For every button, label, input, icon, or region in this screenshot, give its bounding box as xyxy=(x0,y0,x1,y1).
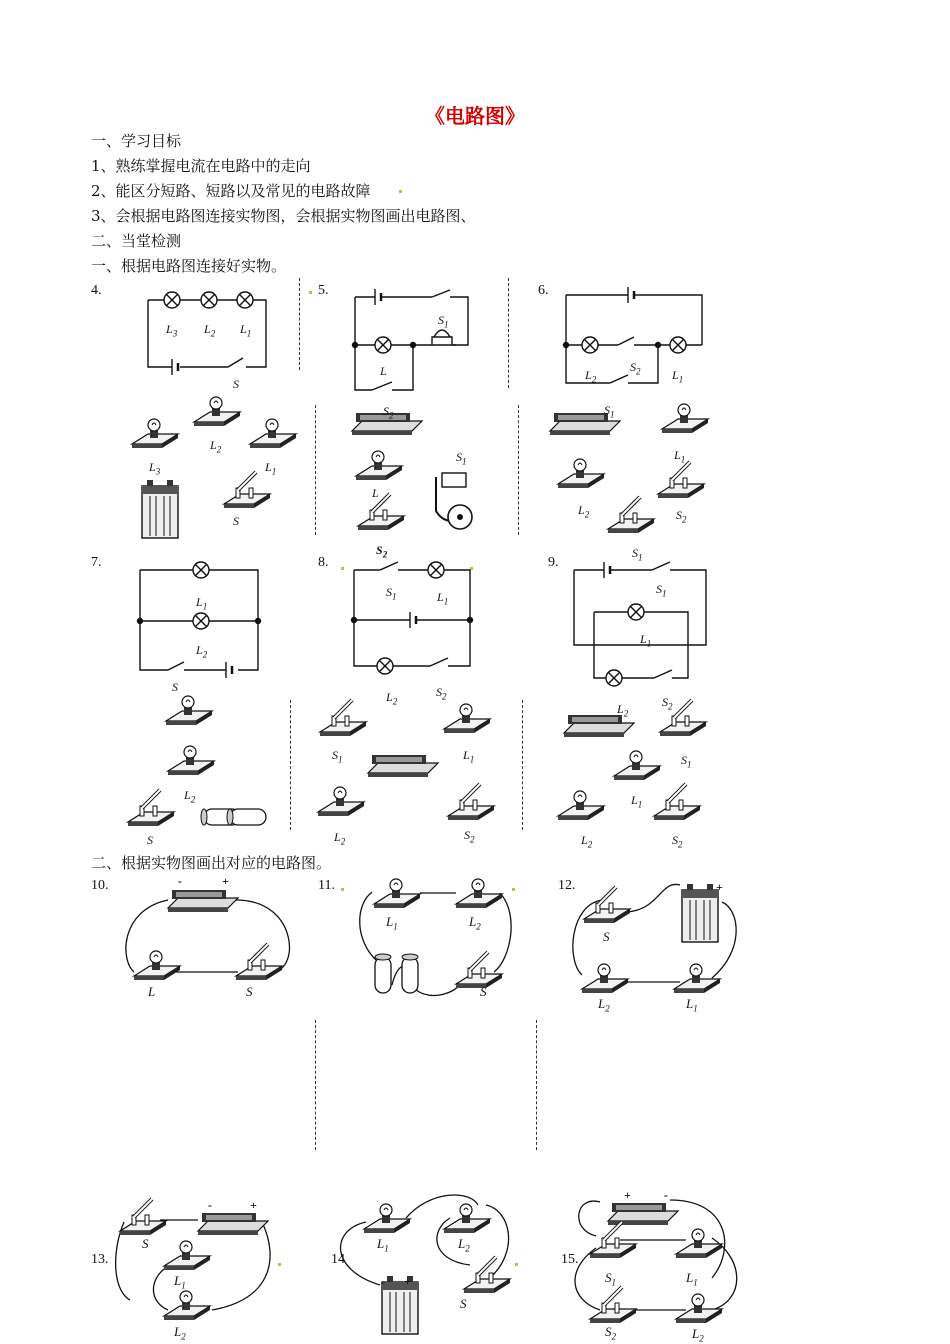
page-title: 《电路图》 xyxy=(425,104,525,128)
battery-plus: + xyxy=(250,1198,257,1212)
problem-10-number: 10. xyxy=(91,878,109,893)
label-L1: $L_1$ xyxy=(631,793,643,810)
label-S1: $S_1$ xyxy=(605,1270,616,1288)
problem-11-number: 11. xyxy=(318,878,335,893)
label-S1: $S_1$ xyxy=(332,748,343,765)
label-L: L xyxy=(148,984,156,999)
label-L1: $L_1$ xyxy=(437,590,449,607)
label-S2: $S_2$ xyxy=(676,508,687,525)
label-L2: $L_2$ xyxy=(469,914,481,932)
label-L2: $L_2$ xyxy=(585,368,597,385)
label-S: S xyxy=(142,1236,149,1251)
label-L1: $L_1$ xyxy=(377,1236,389,1254)
label-L2: $L_2$ xyxy=(196,643,208,660)
label-S1: $S_1$ xyxy=(438,313,449,330)
label-L2: $L_2$ xyxy=(174,1324,186,1342)
label-L2: $L_2$ xyxy=(204,322,216,339)
part-2-instruction: 二、根据实物图画出对应的电路图。 xyxy=(91,854,332,872)
label-L2: $L_2$ xyxy=(334,830,346,847)
label-L2: $L_2$ xyxy=(581,833,593,850)
problem-5-number: 5. xyxy=(318,283,329,298)
label-S: S xyxy=(480,984,487,999)
problem-9-number: 9. xyxy=(548,555,559,570)
problem-4-number: 4. xyxy=(91,283,102,298)
label-L1: $L_1$ xyxy=(640,632,652,649)
label-L1: $L_1$ xyxy=(674,448,686,465)
label-L1: $L_1$ xyxy=(686,996,698,1014)
label-S: S xyxy=(172,680,178,694)
battery-plus: + xyxy=(624,1188,631,1202)
label-S2: $S_2$ xyxy=(436,685,447,702)
label-L1: $L_1$ xyxy=(386,914,398,932)
label-S: S xyxy=(233,377,239,391)
label-S1: $S_1$ xyxy=(632,546,643,563)
label-S: S xyxy=(246,984,253,999)
label-S: S xyxy=(460,1296,467,1311)
battery-plus: + xyxy=(404,1274,411,1288)
goal-1: 1、熟练掌握电流在电路中的走向 xyxy=(91,157,311,175)
problem-6-number: 6. xyxy=(538,283,549,298)
label-L2: $L_2$ xyxy=(210,438,222,455)
problem-15-number: 15. xyxy=(561,1252,579,1267)
label-S1: $S_1$ xyxy=(656,582,667,599)
label-S1: $S_1$ xyxy=(681,753,692,770)
label-L2: $L_2$ xyxy=(386,690,398,707)
problem-12-number: 12. xyxy=(558,878,576,893)
label-L3: $L_3$ xyxy=(149,460,161,477)
label-S2: $S_2$ xyxy=(662,695,673,712)
label-S1: $S_1$ xyxy=(456,450,467,467)
battery-minus: - xyxy=(664,1188,668,1202)
label-L: L xyxy=(372,486,379,500)
battery-minus: - xyxy=(208,1198,212,1212)
battery-minus: - xyxy=(178,874,182,888)
label-L1: $L_1$ xyxy=(240,322,252,339)
label-L2: $L_2$ xyxy=(184,788,196,805)
label-L2: $L_2$ xyxy=(578,503,590,520)
label-L2: $L_2$ xyxy=(692,1326,704,1344)
label-S: S xyxy=(233,514,239,528)
part-1-instruction: 一、根据电路图连接好实物。 xyxy=(91,257,287,275)
label-L1: $L_1$ xyxy=(265,460,277,477)
label-S: S xyxy=(147,833,153,847)
battery-plus: + xyxy=(716,880,723,894)
problem-13-number: 13. xyxy=(91,1252,109,1267)
goal-3: 3、会根据电路图连接实物图，会根据实物图画出电路图、 xyxy=(91,207,476,225)
problem-8-number: 8. xyxy=(318,555,329,570)
problem-14-number: 14 xyxy=(331,1252,345,1267)
battery-minus: - xyxy=(381,1275,385,1289)
section-heading-goals: 一、学习目标 xyxy=(91,132,182,150)
label-L: L xyxy=(380,364,387,378)
label-L1: $L_1$ xyxy=(174,1273,186,1291)
label-S2: $S_2$ xyxy=(383,404,394,421)
label-L1: $L_1$ xyxy=(686,1270,698,1288)
battery-plus: + xyxy=(222,874,229,888)
label-S2: $S_2$ xyxy=(464,828,475,845)
label-L1: $L_1$ xyxy=(196,595,208,612)
label-S1: $S_1$ xyxy=(604,403,615,420)
label-L1: $L_1$ xyxy=(463,748,475,765)
goal-2: 2、能区分短路、短路以及常见的电路故障 xyxy=(91,182,371,200)
label-L2: $L_2$ xyxy=(617,702,629,719)
label-S2: $S_2$ xyxy=(630,360,641,377)
label-S: S xyxy=(603,929,610,944)
label-L1: $L_1$ xyxy=(672,368,684,385)
label-S2: $S_2$ xyxy=(376,543,388,560)
label-L2: $L_2$ xyxy=(598,996,610,1014)
label-L2: $L_2$ xyxy=(458,1236,470,1254)
problem-7-number: 7. xyxy=(91,555,102,570)
label-S1: $S_1$ xyxy=(386,585,397,602)
label-S2: $S_2$ xyxy=(605,1324,616,1342)
section-heading-test: 二、当堂检测 xyxy=(91,232,182,250)
label-L3: $L_3$ xyxy=(166,322,178,339)
label-S2: $S_2$ xyxy=(672,833,683,850)
